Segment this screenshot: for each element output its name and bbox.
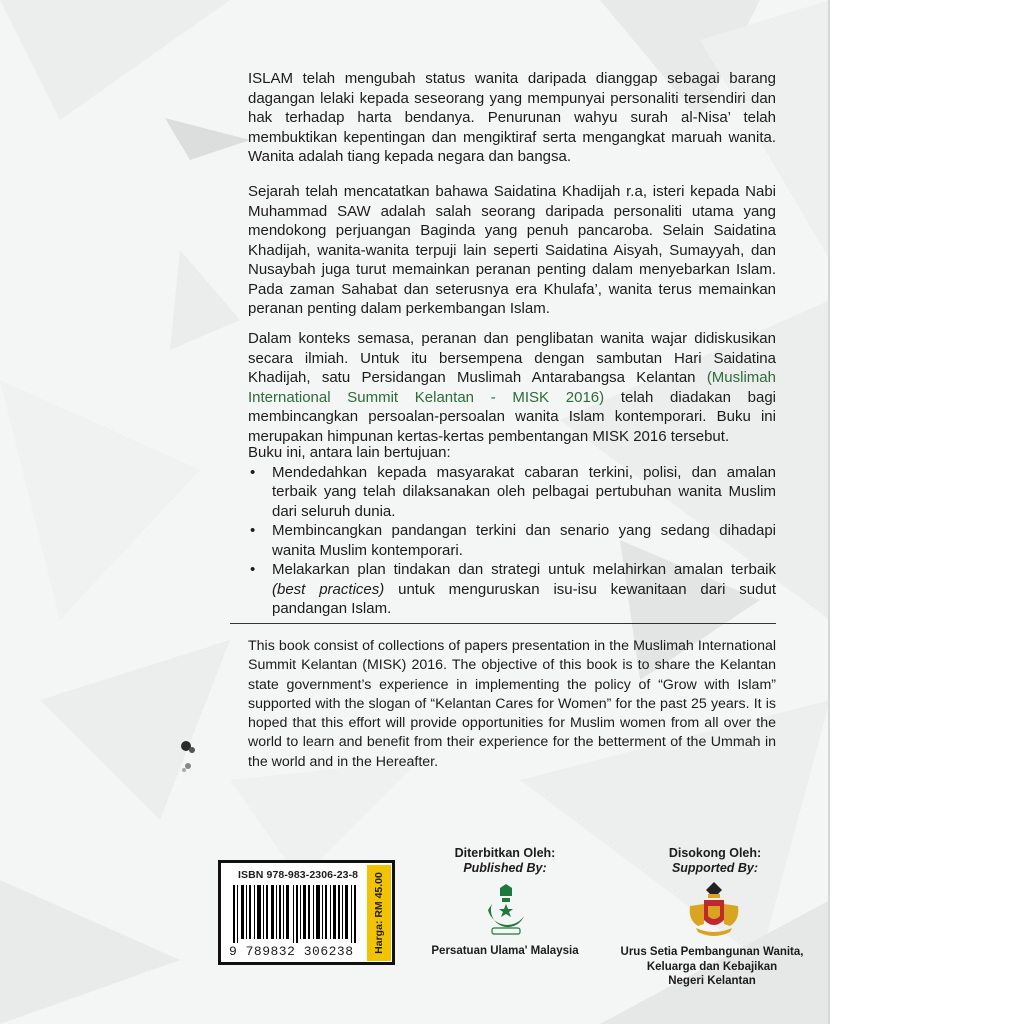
objective-item-1: • Mendedahkan kepada masyarakat cabaran terkini, polisi, dan amalan terbaik yang telah dilaksanakan oleh pelbagai pertubuhan wanita Muslim dari seluruh dunia. xyxy=(248,463,776,522)
english-summary: This book consist of collections of papers presentation in the Muslimah International Summit Kelantan (MISK) 2016. The objective of this book is to share the Kelantan state government’s experience in implementing the policy of “Grow with Islam” supported with the slogan of “Kelantan Cares for Women” for the past 25 years. It is hoped that this effort will provide opportunities for Muslim women from all over the world to learn and benefit from their experience for the betterment of the Ummah in the world and in the Hereafter. xyxy=(248,638,776,770)
context-text-a: Dalam konteks semasa, peranan dan penglibatan wanita wajar didiskusikan secara ilmiah. Untuk itu bersempena dengan sambutan Hari Saidatina Khadijah, satu Persidangan Muslimah Antarabangsa Kelantan xyxy=(248,330,776,386)
supporter-name xyxy=(612,945,812,989)
context-paragraph xyxy=(248,329,776,446)
objective-item-2: • Membincangkan pandangan terkini dan senario yang sedang dihadapi wanita Muslim kontemporari. xyxy=(248,521,776,560)
supporter-heading-malay: Disokong Oleh: xyxy=(668,846,762,860)
price-label: Harga: RM 45.00 xyxy=(373,872,386,954)
objective-3-text-b: untuk menguruskan isu-isu kewanitaan dari sudut pandangan Islam. xyxy=(272,580,776,617)
ink-smudge xyxy=(176,738,206,778)
misk-highlight: (Muslimah International Summit Kelantan - MISK 2016) xyxy=(248,369,776,406)
publisher-heading-malay: Diterbitkan Oleh: xyxy=(454,846,556,860)
supporter-name-line-3: Negeri Kelantan xyxy=(668,975,756,987)
objectives-list xyxy=(248,463,776,619)
context-text-b: telah diadakan bagi membincangkan persoalan-persoalan wanita Islam kontemporari. Buku ini merupakan himpunan kertas-kertas pembentangan MISK 2016 tersebut. xyxy=(248,388,777,445)
isbn-label: ISBN 978-983-2306-23-8 xyxy=(238,869,359,881)
intro-paragraph: ISLAM telah mengubah status wanita daripada dianggap sebagai barang dagangan lelaki kepada seseorang yang mempunyai personaliti tersendiri dan hak terhadap harta bendanya. Penurunan wahyu surah al-Nisa’ telah membuktikan kepentingan dan mengiktiraf serta mengangkat maruah wanita. Wanita adalah tiang kepada negara dan bangsa. xyxy=(248,70,776,165)
supporter-name-line-1: Urus Setia Pembangunan Wanita, xyxy=(620,946,804,958)
objectives-intro: Buku ini, antara lain bertujuan: xyxy=(248,444,451,461)
publisher-name: Persatuan Ulama' Malaysia xyxy=(431,945,579,957)
objectives-section xyxy=(248,443,776,619)
ulama-crescent-logo-icon xyxy=(478,880,534,940)
objective-3-text-a: Melakarkan plan tindakan dan strategi untuk melahirkan amalan terbaik xyxy=(272,561,776,578)
kelantan-coat-of-arms-icon xyxy=(684,880,744,940)
objective-item-3 xyxy=(248,560,776,619)
supporter-name-line-2: Keluarga dan Kebajikan xyxy=(646,960,778,973)
barcode-digits: 9 789832 306238 xyxy=(229,944,354,959)
best-practices-italic: (best practices) xyxy=(272,580,385,598)
price-tag xyxy=(367,865,391,961)
isbn-barcode-box xyxy=(218,860,395,965)
history-paragraph: Sejarah telah mencatatkan bahawa Saidatina Khadijah r.a, isteri kepada Nabi Muhammad SAW adalah salah seorang daripada personaliti utama yang mendokong perjuangan Baginda yang penuh pancaroba. Selain Saidatina Khadijah, wanita-wanita terpuji lain seperti Saidatina Aisyah, Sumayyah, dan Nusaybah juga turut memainkan peranan penting dalam menyebarkan Islam. Pada zaman Sahabat dan seterusnya era Khulafa’, wanita terus memainkan peranan penting dalam perkembangan Islam. xyxy=(248,183,776,317)
publisher-heading-english: Published By: xyxy=(463,861,547,875)
section-divider xyxy=(230,623,776,624)
supporter-heading-english: Supported By: xyxy=(671,861,759,875)
supporter-heading xyxy=(640,846,790,876)
page-edge xyxy=(828,0,830,1024)
barcode-icon xyxy=(233,885,361,943)
publisher-heading xyxy=(430,846,580,876)
